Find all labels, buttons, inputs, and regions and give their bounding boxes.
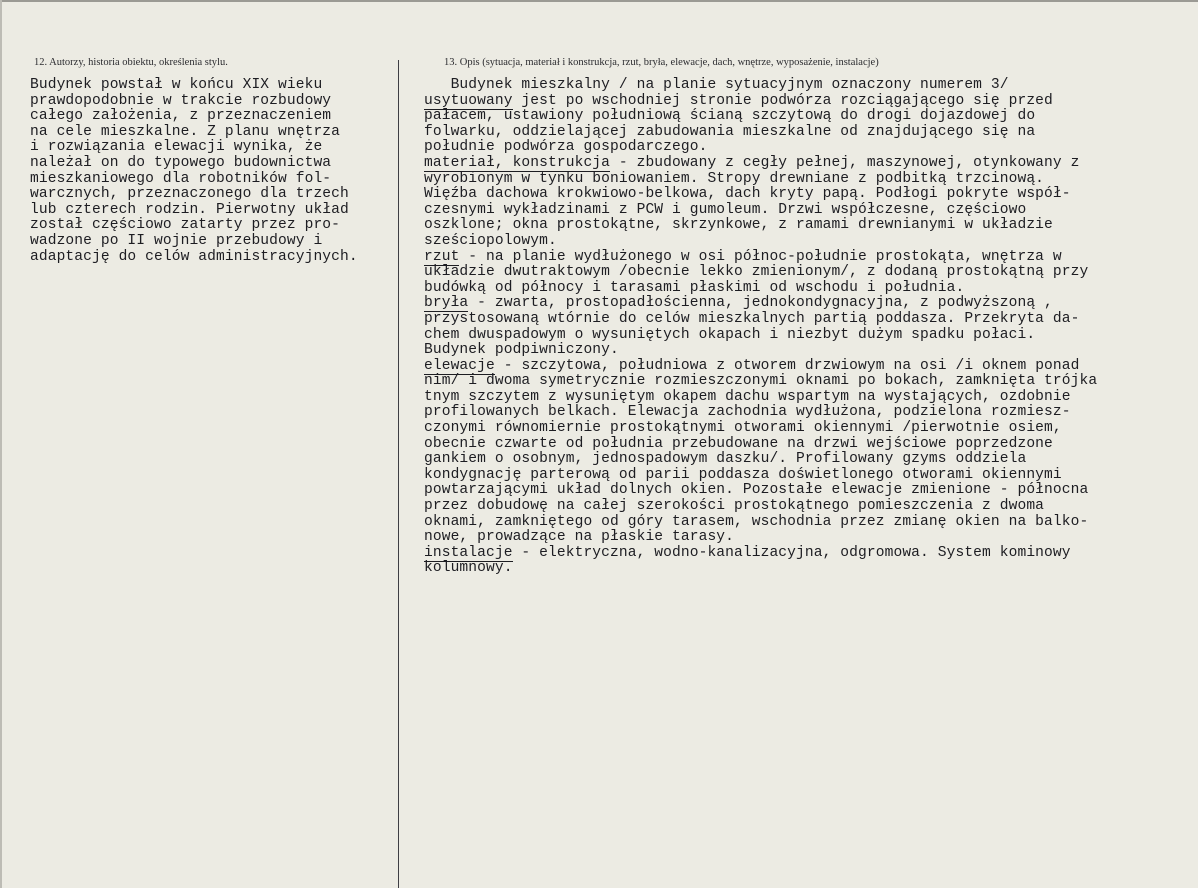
description-line	[424, 328, 1097, 344]
history-line: całego założenia, z przeznaczeniem	[30, 108, 332, 125]
description-line-text: budówką od północy i tarasami płaskimi od wschodu i południa.	[424, 279, 965, 296]
description-line	[424, 125, 1097, 141]
description-line-text: oknami, zamkniętego od góry tarasem, wschodnia przez zmianę okien na balko-	[424, 513, 1089, 530]
description-line	[424, 187, 1097, 203]
description-line	[424, 109, 1097, 125]
description-text	[424, 78, 1097, 577]
description-line	[424, 281, 1097, 297]
description-line-text: czonymi równomiernie prostokątnymi otworami okiennymi /pierwotnie osiem,	[424, 420, 1062, 437]
history-line: należał on do typowego budownictwa	[30, 154, 332, 171]
description-line-text: tnym szczytem z wysuniętym okapem dachu wspartym na wystających, ozdobnie	[424, 388, 1071, 405]
history-line: i rozwiązania elewacji wynika, że	[30, 139, 323, 156]
description-line	[424, 78, 1097, 94]
description-line	[424, 203, 1097, 219]
section-keyword: rzut	[424, 248, 460, 265]
description-line-text: kolumnowy.	[424, 560, 513, 577]
description-line-text: przez dobudowę na całej szerokości prostokątnego pomieszczenia z dwoma	[424, 498, 1045, 515]
description-line	[424, 515, 1097, 531]
description-line-text: powtarzającymi układ dolnych okien. Pozostałe elewacje zmienione - północna	[424, 482, 1089, 499]
description-line	[424, 140, 1097, 156]
description-line-text: nowe, prowadzące na płaskie tarasy.	[424, 529, 735, 546]
description-line-text: - szczytowa, południowa z otworem drzwiowym na osi /i oknem ponad	[494, 357, 1080, 374]
description-line	[424, 499, 1097, 515]
section-keyword: usytuowany	[424, 92, 513, 109]
section-keyword: bryła	[424, 295, 469, 312]
description-line	[424, 156, 1097, 172]
top-edge	[0, 0, 1198, 2]
description-line-text: Budynek mieszkalny / na planie sytuacyjnym oznaczony numerem 3/	[424, 77, 1009, 93]
description-line-text: - elektryczna, wodno-kanalizacyjna, odgromowa. System kominowy	[512, 544, 1071, 561]
description-line-text: kondygnację parterową od parii poddasza doświetlonego otworami okiennymi	[424, 466, 1062, 483]
history-line: mieszkaniowego dla robotników fol-	[30, 170, 332, 187]
history-line: lub czterech rodzin. Pierwotny układ	[30, 201, 349, 218]
description-line	[424, 405, 1097, 421]
description-line-text: profilowanych belkach. Elewacja zachodnia wydłużona, podzielona rozmiesz-	[424, 404, 1071, 421]
description-line-text: jest po wschodniej stronie podwórza rozciągającego się przed	[512, 92, 1053, 109]
description-line-text: pałacem, ustawiony południową ścianą szczytową do drogi dojazdowej do	[424, 108, 1036, 125]
description-line	[424, 312, 1097, 328]
description-line-text: obecnie czwarte od południa przebudowane na drzwi wejściowe poprzedzone	[424, 435, 1053, 452]
description-line	[424, 452, 1097, 468]
description-line-text: Budynek podpiwniczony.	[424, 342, 619, 359]
description-line	[424, 421, 1097, 437]
description-line	[424, 483, 1097, 499]
description-line-text: gankiem o osobnym, jednospadowym daszku/. Profilowany gzyms oddziela	[424, 451, 1027, 468]
section-keyword: elewacje	[424, 357, 495, 374]
description-line	[424, 468, 1097, 484]
column-divider	[398, 60, 399, 888]
description-line-text: - zbudowany z cegły pełnej, maszynowej, otynkowany z	[610, 154, 1080, 171]
section-keyword: instalacje	[424, 544, 513, 561]
history-line: Budynek powstał w końcu XIX wieku	[30, 77, 323, 93]
section-13-header: 13. Opis (sytuacja, materiał i konstrukcja, rzut, bryła, elewacje, dach, wnętrze, wyposażenie, instalacje)	[444, 57, 879, 68]
history-line: prawdopodobnie w trakcie rozbudowy	[30, 92, 332, 109]
description-line-text: układzie dwutraktowym /obecnie lekko zmienionym/, z dodaną prostokątną przy	[424, 264, 1089, 281]
description-line-text: czesnymi wykładzinami z PCW i gumoleum. Drzwi współczesne, częściowo	[424, 201, 1027, 218]
history-text	[30, 78, 358, 265]
description-line	[424, 374, 1097, 390]
description-line-text: sześciopolowym.	[424, 232, 557, 249]
description-line-text: przystosowaną wtórnie do celów mieszkalnych partią poddasza. Przekryta da-	[424, 310, 1080, 327]
description-line	[424, 343, 1097, 359]
description-line	[424, 437, 1097, 453]
description-line	[424, 218, 1097, 234]
history-line: adaptację do celów administracyjnych.	[30, 248, 358, 265]
description-line	[424, 296, 1097, 312]
description-line-text: folwarku, oddzielającej zabudowania mieszkalne od znajdującego się na	[424, 123, 1036, 140]
description-line	[424, 546, 1097, 562]
description-line-text: wyrobionym w tynku boniowaniem. Stropy drewniane z podbitką trzcinową.	[424, 170, 1045, 187]
history-line: na cele mieszkalne. Z planu wnętrza	[30, 123, 341, 140]
description-line	[424, 390, 1097, 406]
history-line: wadzone po II wojnie przebudowy i	[30, 232, 323, 249]
section-keyword: materiał, konstrukcja	[424, 154, 611, 171]
description-line	[424, 359, 1097, 375]
description-line-text: południe podwórza gospodarczego.	[424, 139, 708, 156]
description-line-text: nim/ i dwoma symetrycznie rozmieszczonymi oknami po bokach, zamknięta trójka	[424, 373, 1098, 390]
description-line	[424, 94, 1097, 110]
description-line	[424, 561, 1097, 577]
description-line-text: oszklone; okna prostokątne, skrzynkowe, z ramami drewnianymi w układzie	[424, 217, 1053, 234]
description-line	[424, 250, 1097, 266]
description-line	[424, 172, 1097, 188]
left-edge	[0, 0, 2, 888]
description-line-text: Więźba dachowa krokwiowo-belkowa, dach kryty papą. Podłogi pokryte współ-	[424, 186, 1071, 203]
section-12-header: 12. Autorzy, historia obiektu, określenia stylu.	[34, 57, 228, 68]
description-line-text: chem dwuspadowym o wysuniętych okapach i niezbyt dużym spadku połaci.	[424, 326, 1036, 343]
history-line: został częściowo zatarty przez pro-	[30, 217, 341, 234]
description-line	[424, 530, 1097, 546]
description-line-text: - zwarta, prostopadłościenna, jednokondygnacyjna, z podwyższoną ,	[468, 295, 1053, 312]
description-line	[424, 265, 1097, 281]
description-line	[424, 234, 1097, 250]
history-line: warcznych, przeznaczonego dla trzech	[30, 186, 349, 203]
description-line-text: - na planie wydłużonego w osi północ-południe prostokąta, wnętrza w	[459, 248, 1062, 265]
